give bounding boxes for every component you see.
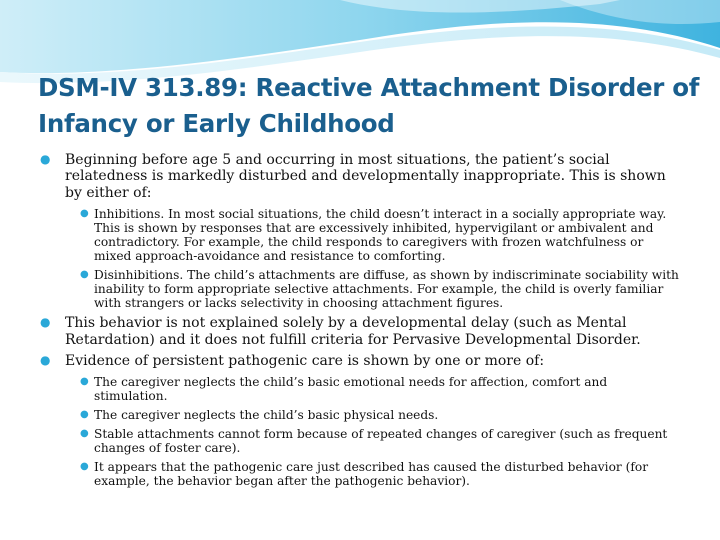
sub-bullet-icon: ● xyxy=(80,409,89,421)
sub-bullet-item xyxy=(80,408,680,422)
bullet-item xyxy=(40,315,680,348)
bullet-icon: ● xyxy=(40,353,51,368)
sub-bullet-text: Inhibitions. In most social situations, the child doesn’t interact in a socially appropriate way. This is shown by responses that are excessively inhibited, hypervigilant or ambivalent and contradictory. For example, the child responds to caregivers with frozen watchfulness or mixed approach-avoidance and resistance to comforting. xyxy=(94,207,667,264)
bullet-item xyxy=(40,353,680,488)
slide-title: DSM-IV 313.89: Reactive Attachment Disorder of Infancy or Early Childhood xyxy=(38,73,700,138)
bullet-list xyxy=(40,152,680,488)
sub-bullet-text: Stable attachments cannot form because of repeated changes of caregiver (such as frequent changes of foster care). xyxy=(94,427,668,456)
bullet-text: This behavior is not explained solely by a developmental delay (such as Mental Retardation) and it does not fulfill criteria for Pervasive Developmental Disorder. xyxy=(65,315,641,348)
sub-bullet-icon: ● xyxy=(80,208,89,220)
bullet-item xyxy=(40,152,680,310)
bullet-text: Beginning before age 5 and occurring in most situations, the patient’s social relatedness is markedly disturbed and developmentally inappropriate. This is shown by either of: xyxy=(65,152,666,201)
sub-bullet-list xyxy=(80,375,680,488)
sub-bullet-icon: ● xyxy=(80,269,89,281)
sub-bullet-icon: ● xyxy=(80,428,89,440)
bullet-icon: ● xyxy=(40,152,51,166)
sub-bullet-text: Disinhibitions. The child’s attachments are diffuse, as shown by indiscriminate sociability with inability to form appropriate selective attachments. For example, the child is overly familiar with strangers or lacks selectivity in choosing attachment figures. xyxy=(94,268,679,311)
sub-bullet-list xyxy=(80,207,680,310)
sub-bullet-item xyxy=(80,268,680,310)
sub-bullet-text: The caregiver neglects the child’s basic physical needs. xyxy=(94,408,439,423)
sub-bullet-text: The caregiver neglects the child’s basic emotional needs for affection, comfort and stimulation. xyxy=(94,375,608,404)
sub-bullet-item xyxy=(80,460,680,488)
sub-bullet-text: It appears that the pathogenic care just described has caused the disturbed behavior (for example, the behavior began after the pathogenic behavior). xyxy=(94,460,649,489)
sub-bullet-icon: ● xyxy=(80,376,89,388)
bullet-icon: ● xyxy=(40,315,51,330)
slide-content xyxy=(40,152,680,493)
sub-bullet-item xyxy=(80,427,680,455)
sub-bullet-icon: ● xyxy=(80,461,89,473)
sub-bullet-item xyxy=(80,207,680,263)
sub-bullet-item xyxy=(80,375,680,403)
bullet-text: Evidence of persistent pathogenic care is shown by one or more of: xyxy=(65,353,545,370)
